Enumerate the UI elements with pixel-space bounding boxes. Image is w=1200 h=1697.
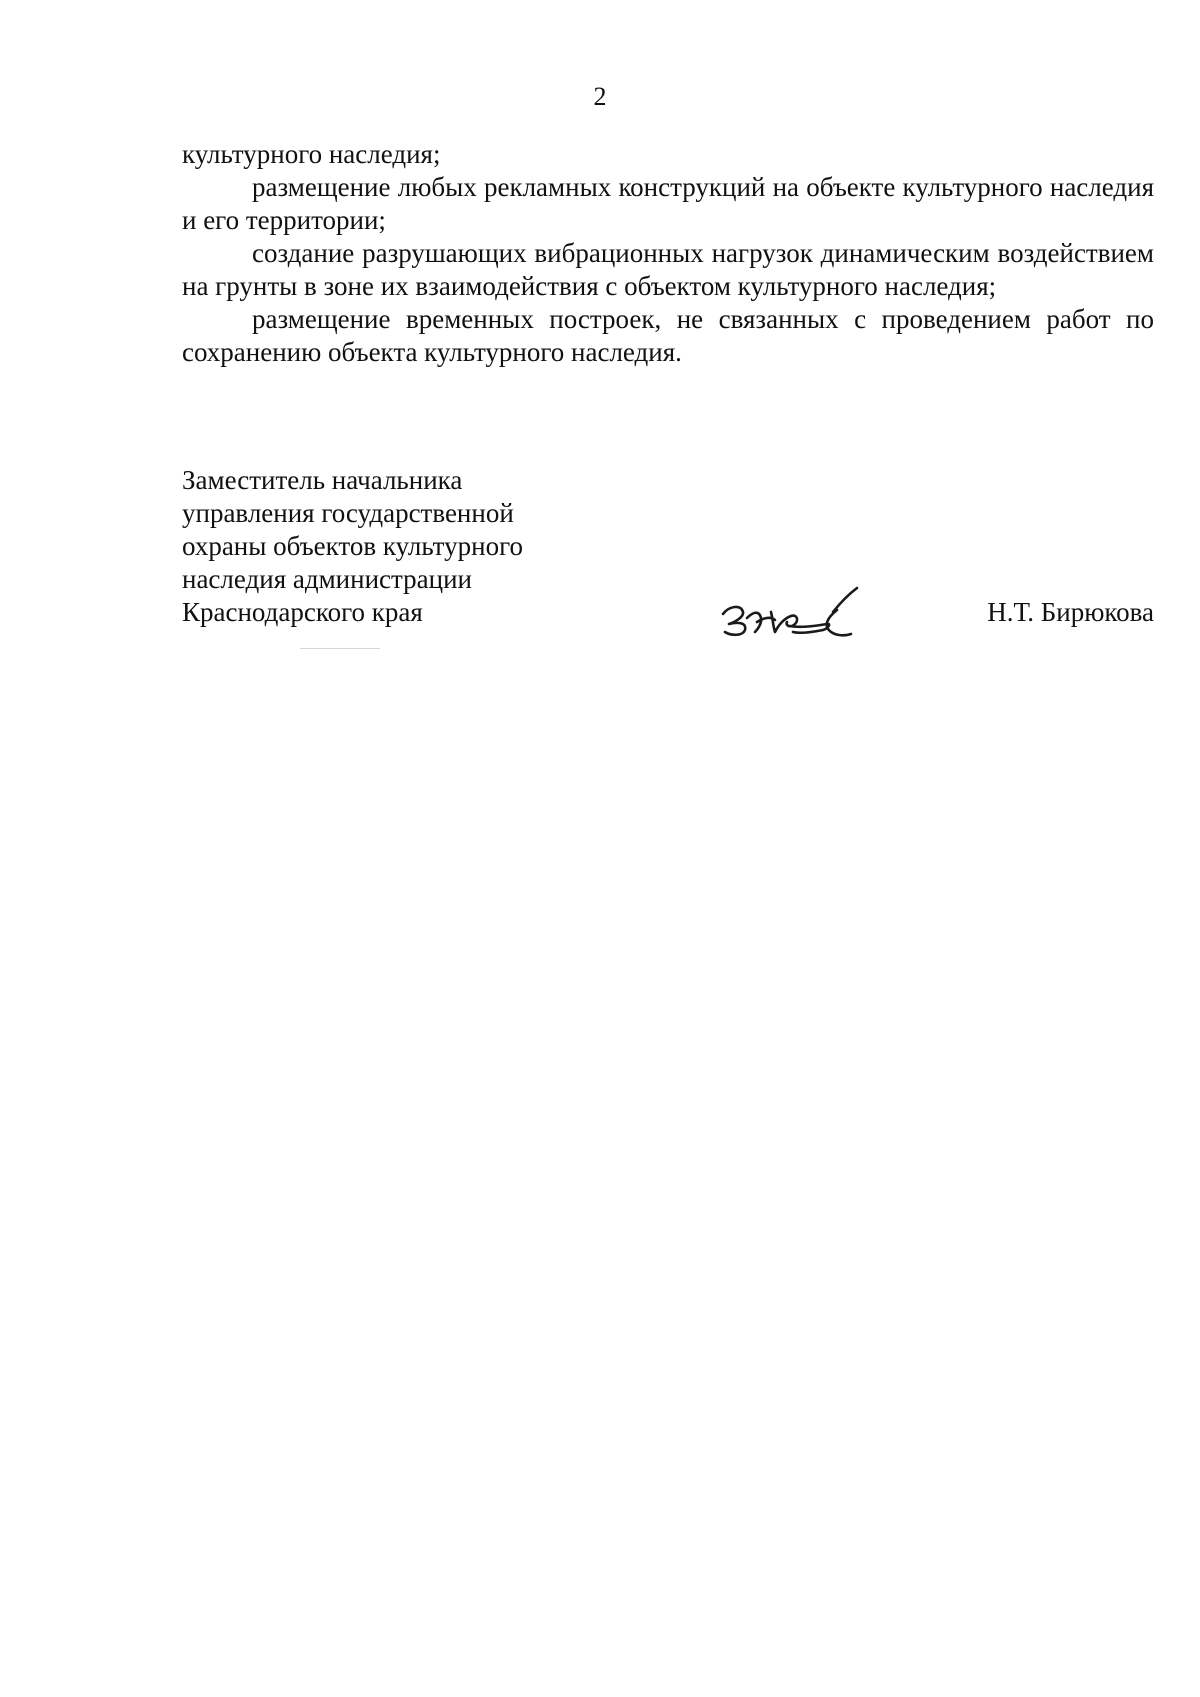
signature-block <box>182 464 1154 634</box>
signer-position-line: охраны объектов культурного <box>182 531 523 561</box>
handwritten-signature <box>715 582 865 640</box>
document-body <box>182 138 1154 369</box>
signer-position-line: Краснодарского края <box>182 597 423 627</box>
signer-position <box>182 464 602 629</box>
paragraph-advertising: размещение любых рекламных конструкций на объекте культурного наследия и его территории; <box>182 172 1154 235</box>
scan-artifact <box>300 648 380 649</box>
paragraph-vibration: создание разрушающих вибрационных нагрузок динамическим воздействием на грунты в зоне их взаимодействия с объектом культурного наследия; <box>182 238 1154 301</box>
paragraph-temporary-buildings: размещение временных построек, не связанных с проведением работ по сохранению объекта культурного наследия. <box>182 304 1154 367</box>
signer-position-line: управления государственной <box>182 498 514 528</box>
page-number: 2 <box>593 82 607 111</box>
signer-name: Н.Т. Бирюкова <box>987 597 1154 627</box>
signer-position-line: наследия администрации <box>182 564 472 594</box>
signer-position-line: Заместитель начальника <box>182 465 463 495</box>
paragraph-continuation: культурного наследия; <box>182 139 441 169</box>
